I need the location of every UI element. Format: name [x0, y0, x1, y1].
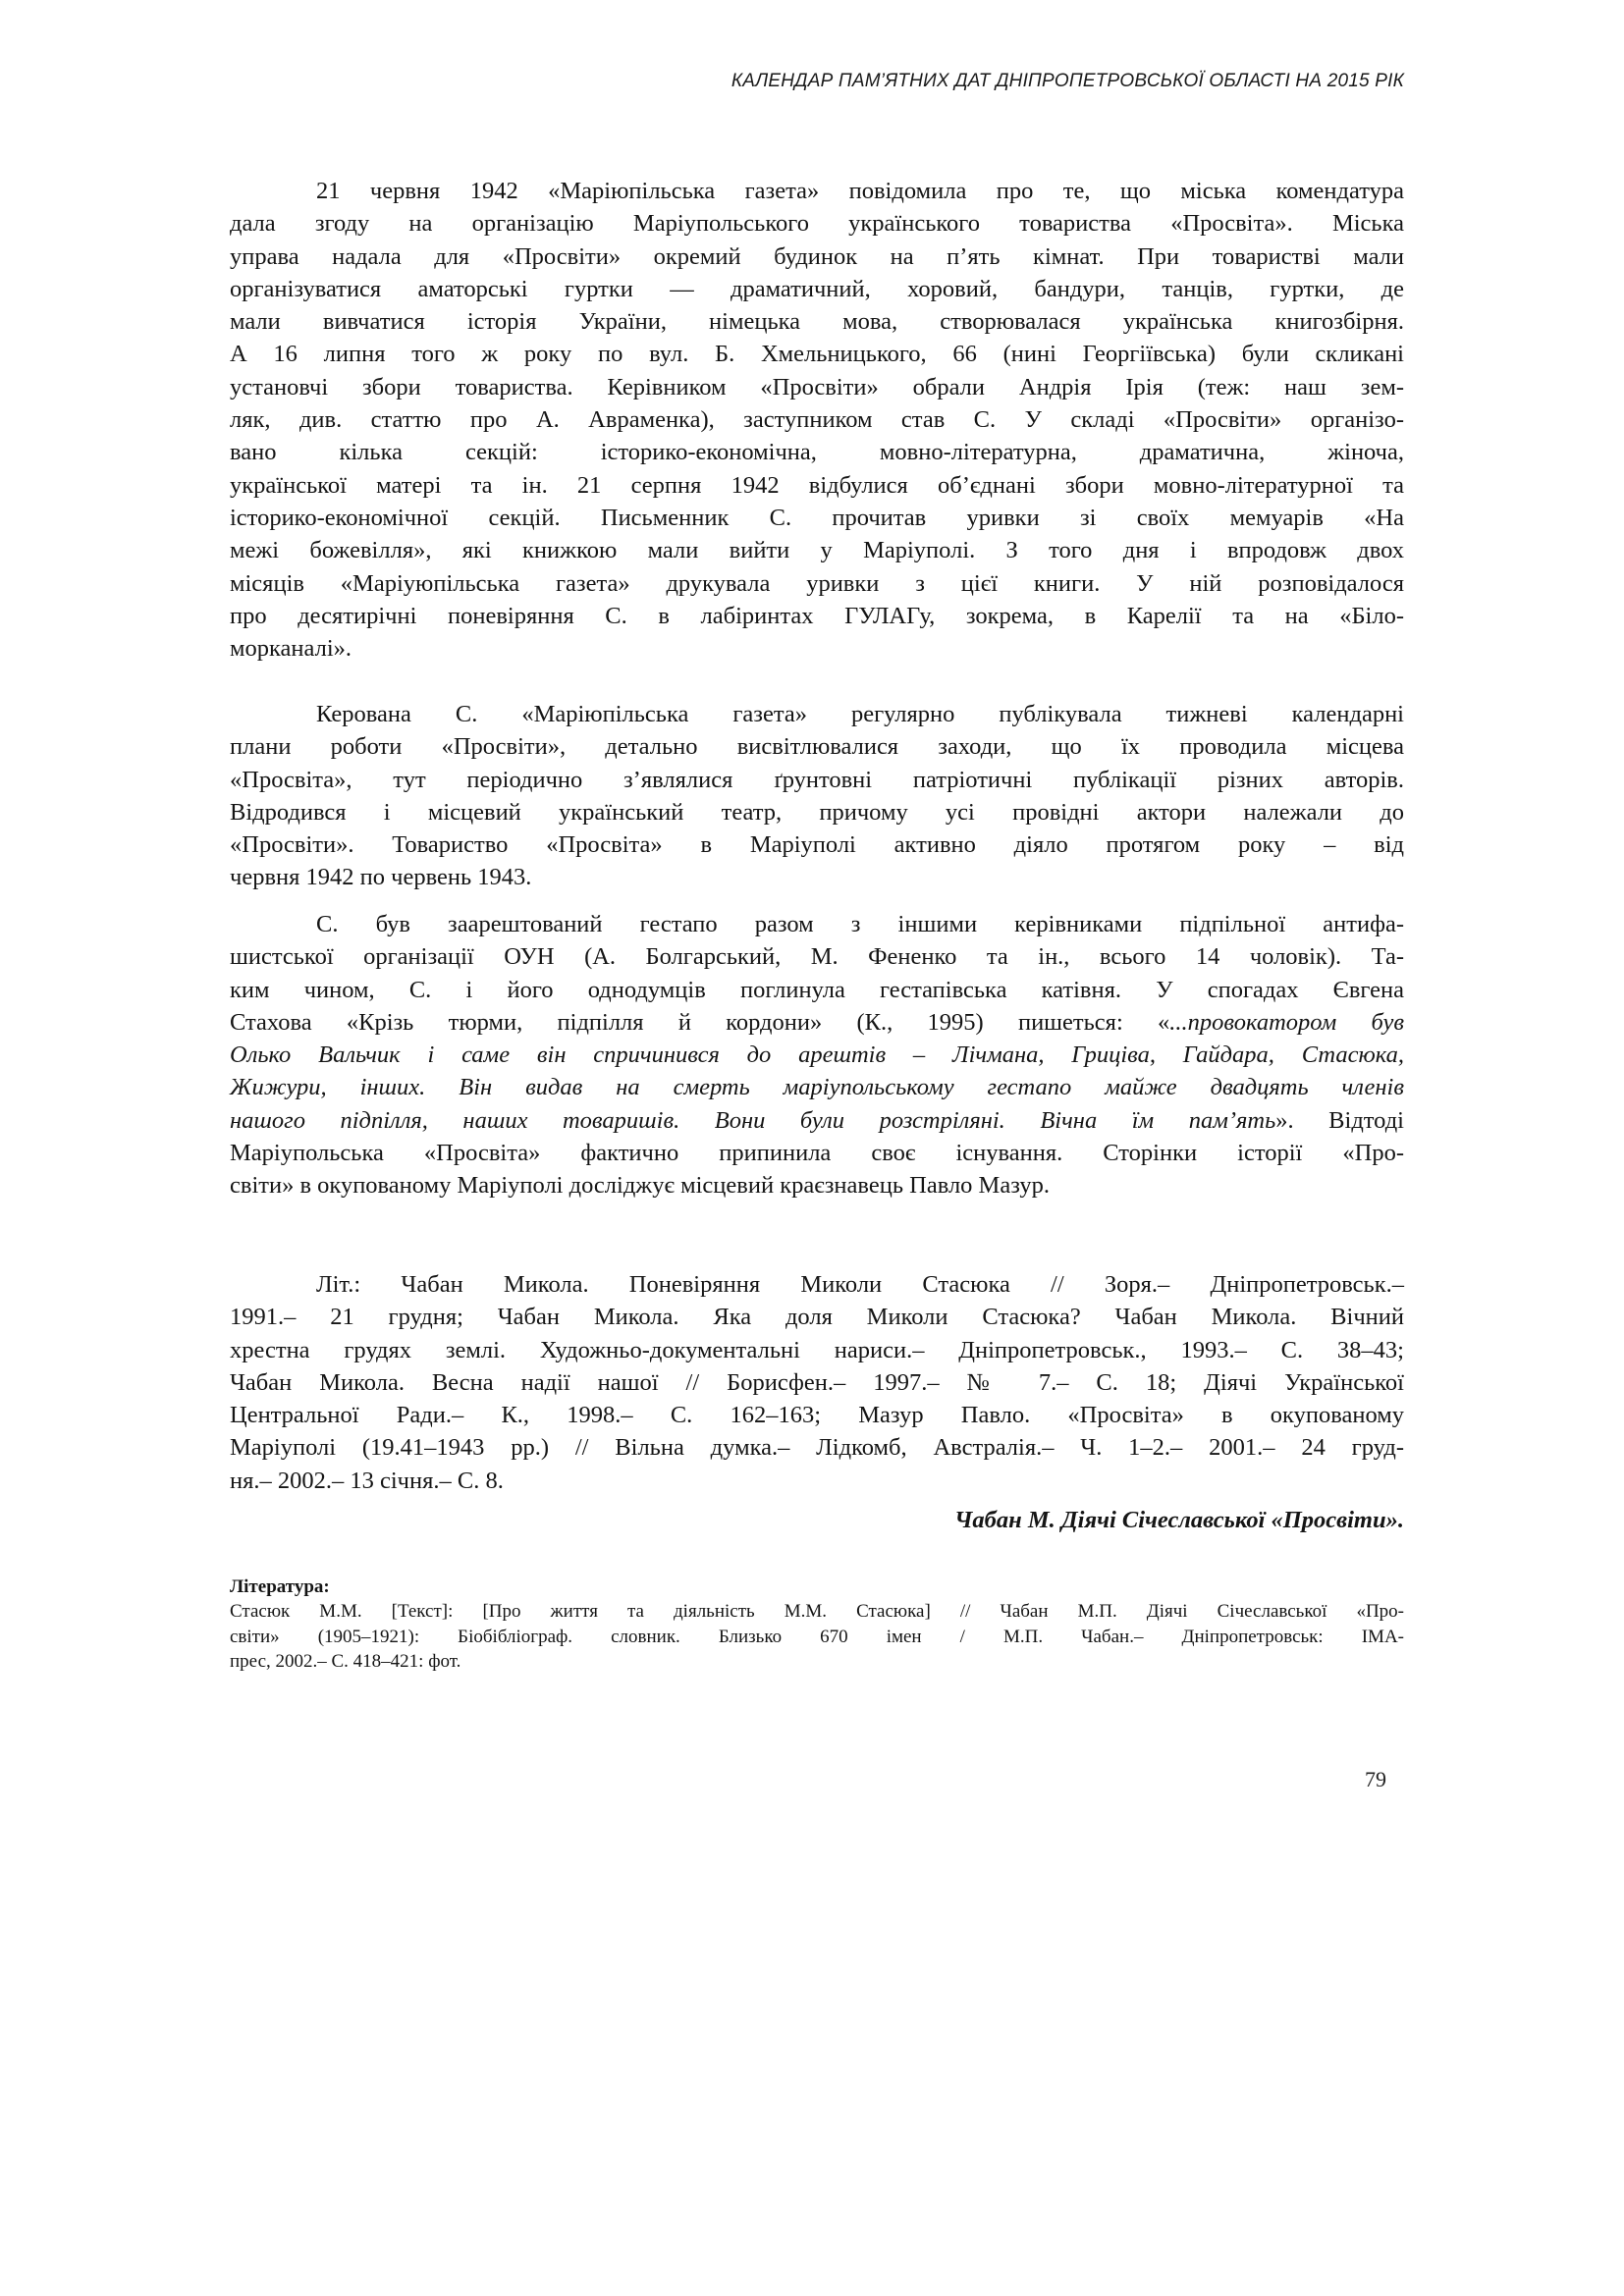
text-line: межі божевілля», які книжкою мали вийти у Маріуполі. З того дня і впродовж двох	[230, 537, 1404, 564]
text-run: ». Відтоді	[1275, 1106, 1404, 1134]
quote-italic: нашого підпілля, наших товаришів. Вони були розстріляні. Вічна їм пам’ять	[230, 1106, 1276, 1134]
running-header: КАЛЕНДАР ПАМ’ЯТНИХ ДАТ ДНІПРОПЕТРОВСЬКОЇ ОБЛАСТІ НА 2015 РІК	[731, 71, 1404, 91]
text-line: про десятирічні поневіряння С. в лабіринтах ГУЛАГу, зокрема, в Карелії та на «Біло-	[230, 602, 1404, 629]
text-line: місяців «Маріуюпільська газета» друкувала уривки з цієї книги. У ній розповідалося	[230, 569, 1404, 597]
text-line: 21 червня 1942 «Маріюпільська газета» повідомила про те, що міська комендатура	[316, 178, 1404, 204]
quote-line: Олько Вальчик і саме він спричинився до арештів – Лічмана, Гриціва, Гайдара, Стасюка,	[230, 1041, 1404, 1069]
text-line: червня 1942 по червень 1943.	[230, 864, 532, 891]
text-line: С. був заарештований гестапо разом з іншими керівниками підпільної антифа-	[316, 911, 1404, 937]
literature-line: Стасюк М.М. [Текст]: [Про життя та діяльність М.М. Стасюка] // Чабан М.П. Діячі Січеславської «Про-	[230, 1601, 1404, 1622]
reference-line: ня.– 2002.– 13 січня.– С. 8.	[230, 1467, 504, 1494]
text-line: мали вивчатися історія України, німецька мова, створювалася українська книгозбірня.	[230, 308, 1404, 336]
literature-line: прес, 2002.– С. 418–421: фот.	[230, 1651, 461, 1672]
reference-line: 1991.– 21 грудня; Чабан Микола. Яка доля Миколи Стасюка? Чабан Микола. Вічний	[230, 1304, 1404, 1331]
text-line: А 16 липня того ж року по вул. Б. Хмельницького, 66 (нині Георгіївська) були скликані	[230, 341, 1404, 368]
paragraph-2	[230, 698, 1404, 894]
text-line: світи» в окупованому Маріуполі досліджує місцевий краєзнавець Павло Мазур.	[230, 1172, 1050, 1200]
text-line	[230, 1006, 1404, 1039]
text-line: Керована С. «Маріюпільська газета» регулярно публікувала тижневі календарні	[316, 701, 1404, 727]
literature-section	[230, 1575, 1404, 1675]
text-line: української матері та ін. 21 серпня 1942 відбулися об’єднані збори мовно-літературної та	[230, 471, 1404, 499]
text-line: «Просвіти». Товариство «Просвіта» в Маріуполі активно діяло протягом року – від	[230, 831, 1404, 859]
text-line: історико-економічної секцій. Письменник С. прочитав уривки зі своїх мемуарів «На	[230, 504, 1404, 531]
quote-italic: ...провокатором був	[1169, 1008, 1404, 1036]
text-run: Стахова «Крізь тюрми, підпілля й кордони» (К., 1995) пишеться: «	[230, 1008, 1170, 1036]
references	[230, 1268, 1404, 1497]
text-line: «Просвіта», тут періодично з’являлися ґрунтовні патріотичні публікації різних авторів.	[230, 766, 1404, 793]
text-line: ляк, див. статтю про А. Авраменка), заступником став С. У складі «Просвіти» організо-	[230, 406, 1404, 434]
text-line: дала згоду на організацію Маріупольського українського товариства «Просвіта». Міська	[230, 210, 1404, 238]
reference-line: хрестна грудях землі. Художньо-документальні нариси.– Дніпропетровськ., 1993.– С. 38–43;	[230, 1336, 1404, 1363]
text-line	[230, 1104, 1404, 1137]
text-line: організуватися аматорські гуртки — драматичний, хоровий, бандури, танців, гуртки, де	[230, 275, 1404, 302]
page-number: 79	[1365, 1767, 1386, 1791]
text-line: морканалі».	[230, 635, 352, 663]
text-line: Маріупольська «Просвіта» фактично припинила своє існування. Сторінки історії «Про-	[230, 1140, 1404, 1167]
text-line: шистської організації ОУН (А. Болгарський, М. Фененко та ін., всього 14 чоловік). Та-	[230, 943, 1404, 971]
literature-line: світи» (1905–1921): Біобібліограф. словник. Близько 670 імен / М.П. Чабан.– Дніпропетровськ: ІМА-	[230, 1626, 1404, 1647]
text-line: плани роботи «Просвіти», детально висвітлювалися заходи, що їх проводила місцева	[230, 733, 1404, 761]
reference-line: Центральної Ради.– К., 1998.– С. 162–163; Мазур Павло. «Просвіта» в окупованому	[230, 1402, 1404, 1429]
literature-title: Література:	[230, 1576, 330, 1597]
quote-line: Жижури, інших. Він видав на смерть маріупольському гестапо майже двадцять членів	[230, 1074, 1404, 1101]
paragraph-3	[230, 908, 1404, 1202]
paragraph-1	[230, 175, 1404, 665]
author-signature: Чабан М. Діячі Січеславської «Просвіти».	[954, 1507, 1404, 1533]
text-line: Відродився і місцевий український театр, причому усі провідні актори належали до	[230, 798, 1404, 826]
text-line: ким чином, С. і його однодумців поглинула гестапівська катівня. У спогадах Євгена	[230, 976, 1404, 1003]
reference-line: Маріуполі (19.41–1943 рр.) // Вільна думка.– Лідкомб, Австралія.– Ч. 1–2.– 2001.– 24 груд-	[230, 1434, 1404, 1462]
text-line: вано кілька секцій: історико-економічна, мовно-літературна, драматична, жіноча,	[230, 439, 1404, 466]
reference-line: Літ.: Чабан Микола. Поневіряння Миколи Стасюка // Зоря.– Дніпропетровськ.–	[316, 1271, 1404, 1298]
reference-line: Чабан Микола. Весна надії нашої // Борисфен.– 1997.– № 7.– С. 18; Діячі Української	[230, 1368, 1404, 1396]
text-line: установчі збори товариства. Керівником «Просвіти» обрали Андрія Ірія (теж: наш зем-	[230, 373, 1404, 400]
text-line: управа надала для «Просвіти» окремий будинок на п’ять кімнат. При товаристві мали	[230, 242, 1404, 270]
